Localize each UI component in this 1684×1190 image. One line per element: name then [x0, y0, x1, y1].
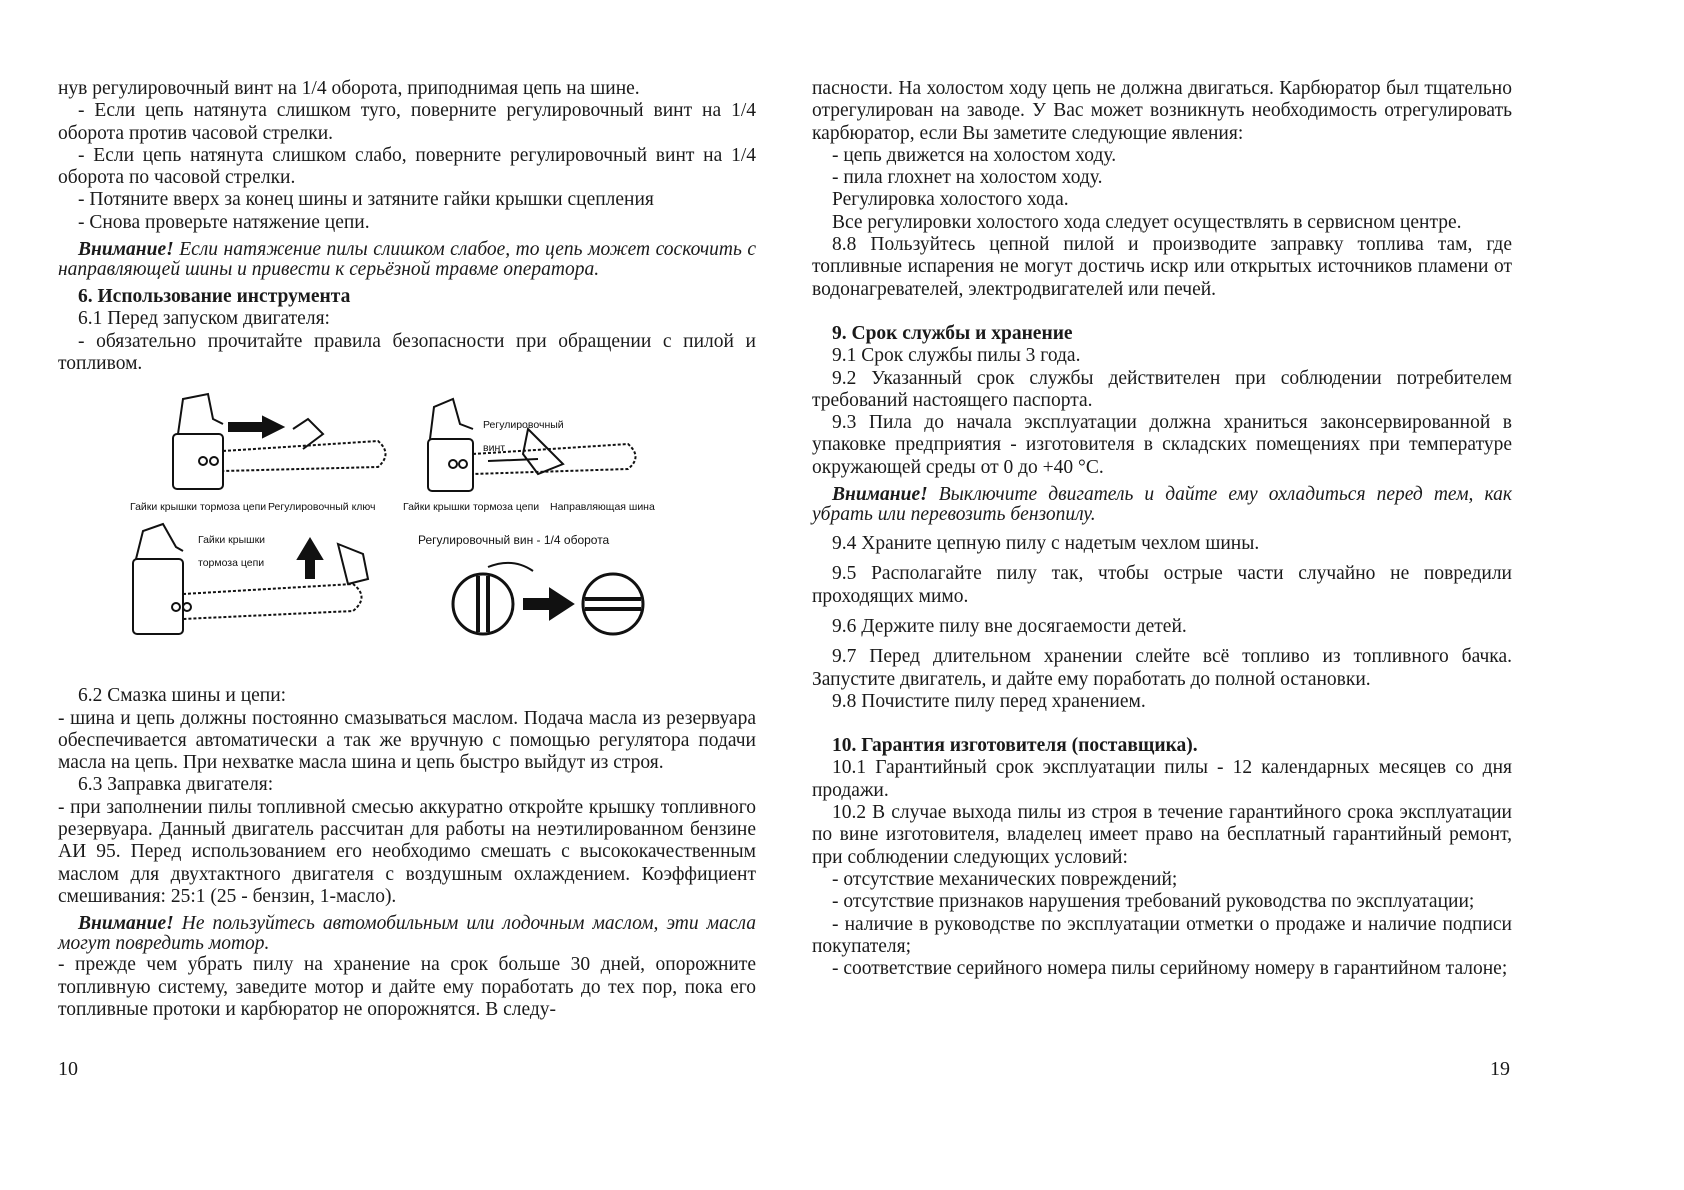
page-number: 19: [1490, 1058, 1510, 1080]
list-item: - соответствие серийного номера пилы серийному номеру в гарантийном талоне;: [832, 958, 1508, 980]
figure-label: Регулировочный вин - 1/4 оборота: [418, 533, 610, 548]
paragraph: 9.3 Пила до начала эксплуатации должна храниться законсервированной в упаковке предприятия - изготовителя в складских помещениях при температуре окружающей среды от 0 до +40 °С.: [812, 412, 1512, 478]
figure-label: Гайки крышки тормоза цепи: [403, 501, 540, 514]
warning-text: Если натяжение пилы слишком слабое, то цепь может соскочить с направляющей шины и привести к серьёзной травме оператора.: [58, 239, 756, 281]
figure-label: Регулировочный ключ: [268, 501, 376, 514]
paragraph: - прежде чем убрать пилу на хранение на срок больше 30 дней, опорожните топливную систему, заведите мотор и дайте ему поработать до тех пор, пока его топливные протоки и карбюратор не опорожнятся. В следу-: [58, 954, 756, 1020]
chain-tension-figure: [58, 379, 756, 679]
paragraph: 9.6 Держите пилу вне досягаемости детей.: [832, 615, 1187, 637]
section-heading: 10. Гарантия изготовителя (поставщика).: [832, 735, 1198, 757]
paragraph: - при заполнении пилы топливной смесью аккуратно откройте крышку топливного резервуара. Данный двигатель рассчитан для работы на неэтилированном бензине АИ 95. Перед использованием его необходимо смешать с высококачественным маслом для двухтактного двигателя с воздушным охлаждением. Коэффициент смешивания: 25:1 (25 - бензин, 1-масло).: [58, 796, 756, 907]
list-item: - цепь движется на холостом ходу.: [832, 144, 1117, 166]
text-line: - Потяните вверх за конец шины и затяните гайки крышки сцепления: [78, 189, 654, 211]
paragraph: пасности. На холостом ходу цепь не должна двигаться. Карбюратор был тщательно отрегулирован на заводе. У Вас может возникнуть необходимость отрегулировать карбюратор, если Вы заметите следующие явления:: [812, 78, 1512, 144]
text-line: - Если цепь натянута слишком туго, поверните регулировочный винт на 1/4 оборота против часовой стрелки.: [58, 100, 756, 144]
left-page: [58, 78, 756, 1021]
paragraph: 9.1 Срок службы пилы 3 года.: [832, 345, 1081, 367]
text-line: нув регулировочный винт на 1/4 оборота, приподнимая цепь на шине.: [58, 78, 640, 99]
subsection-heading: 6.2 Смазка шины и цепи:: [78, 685, 287, 707]
figure-label: Направляющая шина: [550, 501, 655, 514]
list-item: - отсутствие признаков нарушения требований руководства по эксплуатации;: [832, 891, 1475, 913]
screw-rotation-drawing: [453, 563, 643, 634]
paragraph: Все регулировки холостого хода следует осуществлять в сервисном центре.: [832, 211, 1462, 233]
list-item: Регулировка холостого хода.: [832, 189, 1069, 211]
paragraph: 9.2 Указанный срок службы действителен при соблюдении потребителем требований настоящего паспорта.: [812, 367, 1512, 411]
paragraph: - шина и цепь должны постоянно смазываться маслом. Подача масла из резервуара обеспечивается автоматически а так же вручную с помощью регулятора подачи масла на цепь. При нехватке масла шина и цепь быстро выйдут из строя.: [58, 707, 756, 774]
warning-text: Не пользуйтесь автомобильным или лодочным маслом, эти масла могут повредить мотор.: [58, 913, 756, 955]
warning-note: [58, 914, 756, 954]
warning-text: Выключите двигатель и дайте ему охладиться перед тем, как убрать или перевозить бензопилу.: [812, 484, 1512, 526]
figure-label: Регулировочный винт: [483, 419, 564, 454]
list-item: - пила глохнет на холостом ходу.: [832, 167, 1103, 189]
saw-drawing-1: [173, 394, 386, 489]
figure-label: Гайки крышки тормоза цепи: [130, 501, 267, 514]
subsection-heading: 6.1 Перед запуском двигателя:: [78, 308, 330, 330]
section-heading: 9. Срок службы и хранение: [832, 322, 1073, 344]
warning-note: [58, 240, 756, 280]
figure-label: Гайки крышки тормоза цепи: [198, 534, 266, 569]
chainsaw-illustration: [58, 379, 756, 679]
right-page: [812, 78, 1512, 980]
subsection-heading: 6.3 Заправка двигателя:: [78, 774, 274, 796]
warning-lead: Внимание!: [832, 484, 928, 506]
section-heading: 6. Использование инструмента: [78, 286, 351, 308]
paragraph: 10.2 В случае выхода пилы из строя в течение гарантийного срока эксплуатации по вине изготовителя, владелец имеет право на бесплатный гарантийный ремонт, при соблюдении следующих условий:: [812, 802, 1512, 868]
list-item: - отсутствие механических повреждений;: [832, 868, 1178, 890]
paragraph: 10.1 Гарантийный срок эксплуатации пилы - 12 календарных месяцев со дня продажи.: [812, 757, 1512, 801]
warning-lead: Внимание!: [78, 913, 174, 935]
text-line: - Если цепь натянута слишком слабо, поверните регулировочный винт на 1/4 оборота по часовой стрелки.: [58, 144, 756, 189]
paragraph: 8.8 Пользуйтесь цепной пилой и производите заправку топлива там, где топливные испарения не могут достичь искр или открытых источников пламени от водонагревателей, электродвигателей или печей.: [812, 234, 1512, 300]
paragraph: 9.8 Почистите пилу перед хранением.: [832, 690, 1146, 712]
paragraph: - обязательно прочитайте правила безопасности при обращении с пилой и топливом.: [58, 330, 756, 374]
warning-note: [812, 485, 1512, 525]
list-item: - наличие в руководстве по эксплуатации отметки о продаже и наличие подписи покупателя;: [812, 913, 1512, 957]
warning-lead: Внимание!: [78, 239, 174, 261]
paragraph: 9.5 Располагайте пилу так, чтобы острые части случайно не повредили проходящих мимо.: [812, 563, 1512, 607]
page-number: 10: [58, 1058, 78, 1080]
paragraph: 9.7 Перед длительном хранении слейте всё топливо из топливного бачка. Запустите двигатель, и дайте ему поработать до полной остановки.: [812, 646, 1512, 690]
paragraph: 9.4 Храните цепную пилу с надетым чехлом шины.: [832, 533, 1260, 555]
text-line: - Снова проверьте натяжение цепи.: [78, 211, 370, 233]
